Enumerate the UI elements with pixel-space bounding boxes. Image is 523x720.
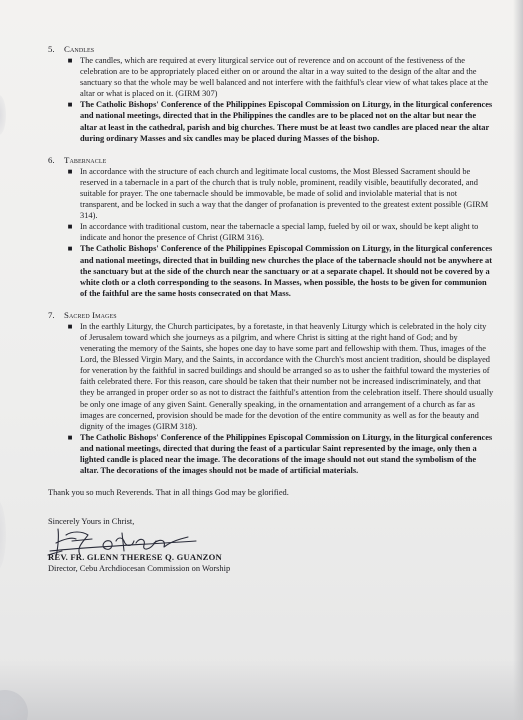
paragraph-text: In accordance with the structure of each church and legitimate local customs, the Most Blessed Sacrament should be reserved in a tabernacle in a part of the church that is truly noble, prominent, readily visible, beautifully decorated, and suitable for prayer. The one tabernacle should be immovable, be made of solid and inviolable material that is not transparent, and be locked in such a way that the danger of profanation is prevented to the greatest extent possible (GIRM 314). bbox=[80, 166, 489, 221]
section-title: Tabernacle bbox=[64, 154, 107, 165]
signature-block bbox=[48, 516, 523, 586]
list-item bbox=[67, 221, 495, 243]
list-item-directive bbox=[67, 432, 495, 476]
square-bullet-icon: ■ bbox=[67, 432, 73, 442]
square-bullet-icon: ■ bbox=[67, 321, 73, 331]
section-list bbox=[0, 55, 523, 144]
section-list bbox=[0, 166, 523, 299]
square-bullet-icon: ■ bbox=[67, 244, 73, 254]
paragraph-text: In the earthly Liturgy, the Church participates, by a foretaste, in that heavenly Liturgy which is celebrated in the holy city of Jerusalem toward which she journeys as a pilgrim, and where Christ is sitting at the right hand of God; and by venerating the memory of the Saints, she hopes one day to have some part and fellowship with them. Thus, images of the Lord, the Blessed Virgin Mary, and the Saints, in accordance with the Church's most ancient tradition, should be displayed for veneration by the faithful in sacred buildings and should be arranged so as to usher the faithful toward the mysteries of faith celebrated there. For this reason, care should be taken that their number not be increased indiscriminately, and that they be arranged in proper order so as not to distract the faithful's attention from the celebration itself. There should usually be only one image of any given Saint. Generally speaking, in the ornamentation and arrangement of a church as far as images are concerned, provision should be made for the devotion of the entire community as well as for the beauty and dignity of the images (GIRM 318). bbox=[80, 321, 494, 431]
square-bullet-icon: ■ bbox=[67, 100, 73, 110]
salutation: Sincerely Yours in Christ, bbox=[48, 517, 135, 527]
paragraph-text: The candles, which are required at every liturgical service out of reverence and on account of the festiveness of the celebration are to be appropriately placed either on or around the altar in a way suited to the design of the altar and the sanctuary so that the whole may be well balanced and not interfere with the faithful's clear view of what takes place at the altar or what is placed on it. (GIRM 307) bbox=[80, 56, 489, 99]
square-bullet-icon: ■ bbox=[67, 222, 73, 232]
section-list bbox=[0, 321, 523, 476]
list-item bbox=[67, 55, 495, 99]
list-item bbox=[67, 166, 495, 221]
page-fold-shadow bbox=[0, 660, 523, 720]
closing-line: Thank you so much Reverends. That in all things God may be glorified. bbox=[48, 488, 289, 498]
section-number: 6. bbox=[48, 154, 55, 165]
section-candles bbox=[0, 44, 523, 144]
section-heading bbox=[48, 155, 523, 166]
paragraph-text: The Catholic Bishops' Conference of the Philippines Episcopal Commission on Liturgy, in the liturgical conferences and national meetings, directed that in building new churches the place of the tabernacle should not be anywhere at the sanctuary but at the side of the church near the sanctuary or at a separate chapel. It should not be covered by a white cloth or a cloth corresponding to the seasons. In Masses, when possible, the hosts to be given for communion of the faithful are the same hosts consecrated on that Mass. bbox=[80, 244, 493, 298]
square-bullet-icon: ■ bbox=[67, 166, 73, 176]
list-item-directive bbox=[67, 243, 495, 298]
paragraph-text: In accordance with traditional custom, near the tabernacle a special lamp, fueled by oil or wax, should be kept alight to indicate and honor the presence of Christ (GIRM 316). bbox=[80, 222, 479, 243]
signatory-name: REV. FR. GLENN THERESE Q. GUANZON bbox=[48, 552, 222, 563]
section-number: 7. bbox=[48, 309, 55, 320]
section-number: 5. bbox=[48, 44, 55, 54]
paragraph-text: The Catholic Bishops' Conference of the Philippines Episcopal Commission on Liturgy, in the liturgical conferences and national meetings, directed that during the feast of a particular Saint represented by the image, only then a lighted candle is placed near the image. The decorations of the image should not out stand the symbolism of the altar. The decorations of the images should not be made of artificial materials. bbox=[80, 432, 493, 476]
letter-body bbox=[0, 44, 523, 586]
paragraph-text: The Catholic Bishops' Conference of the Philippines Episcopal Commission on Liturgy, in the liturgical conferences and national meetings, directed that in the Philippines the candles are to be placed not on the altar but near the altar at least in the cathedral, parish and big churches. There must be at least two candles are placed near the altar during ordinary Masses and six candles may be placed during Masses of the bishop. bbox=[80, 100, 493, 143]
square-bullet-icon: ■ bbox=[67, 56, 73, 65]
section-heading bbox=[48, 44, 523, 55]
section-heading bbox=[48, 310, 523, 321]
signatory-title: Director, Cebu Archdiocesan Commission on Worship bbox=[48, 564, 231, 574]
list-item-directive bbox=[67, 99, 495, 143]
section-title: Sacred Images bbox=[64, 309, 117, 320]
section-sacred-images bbox=[0, 310, 523, 476]
section-title: Candles bbox=[64, 44, 95, 54]
list-item bbox=[67, 321, 495, 432]
section-tabernacle bbox=[0, 155, 523, 299]
page-edge bbox=[513, 0, 523, 720]
